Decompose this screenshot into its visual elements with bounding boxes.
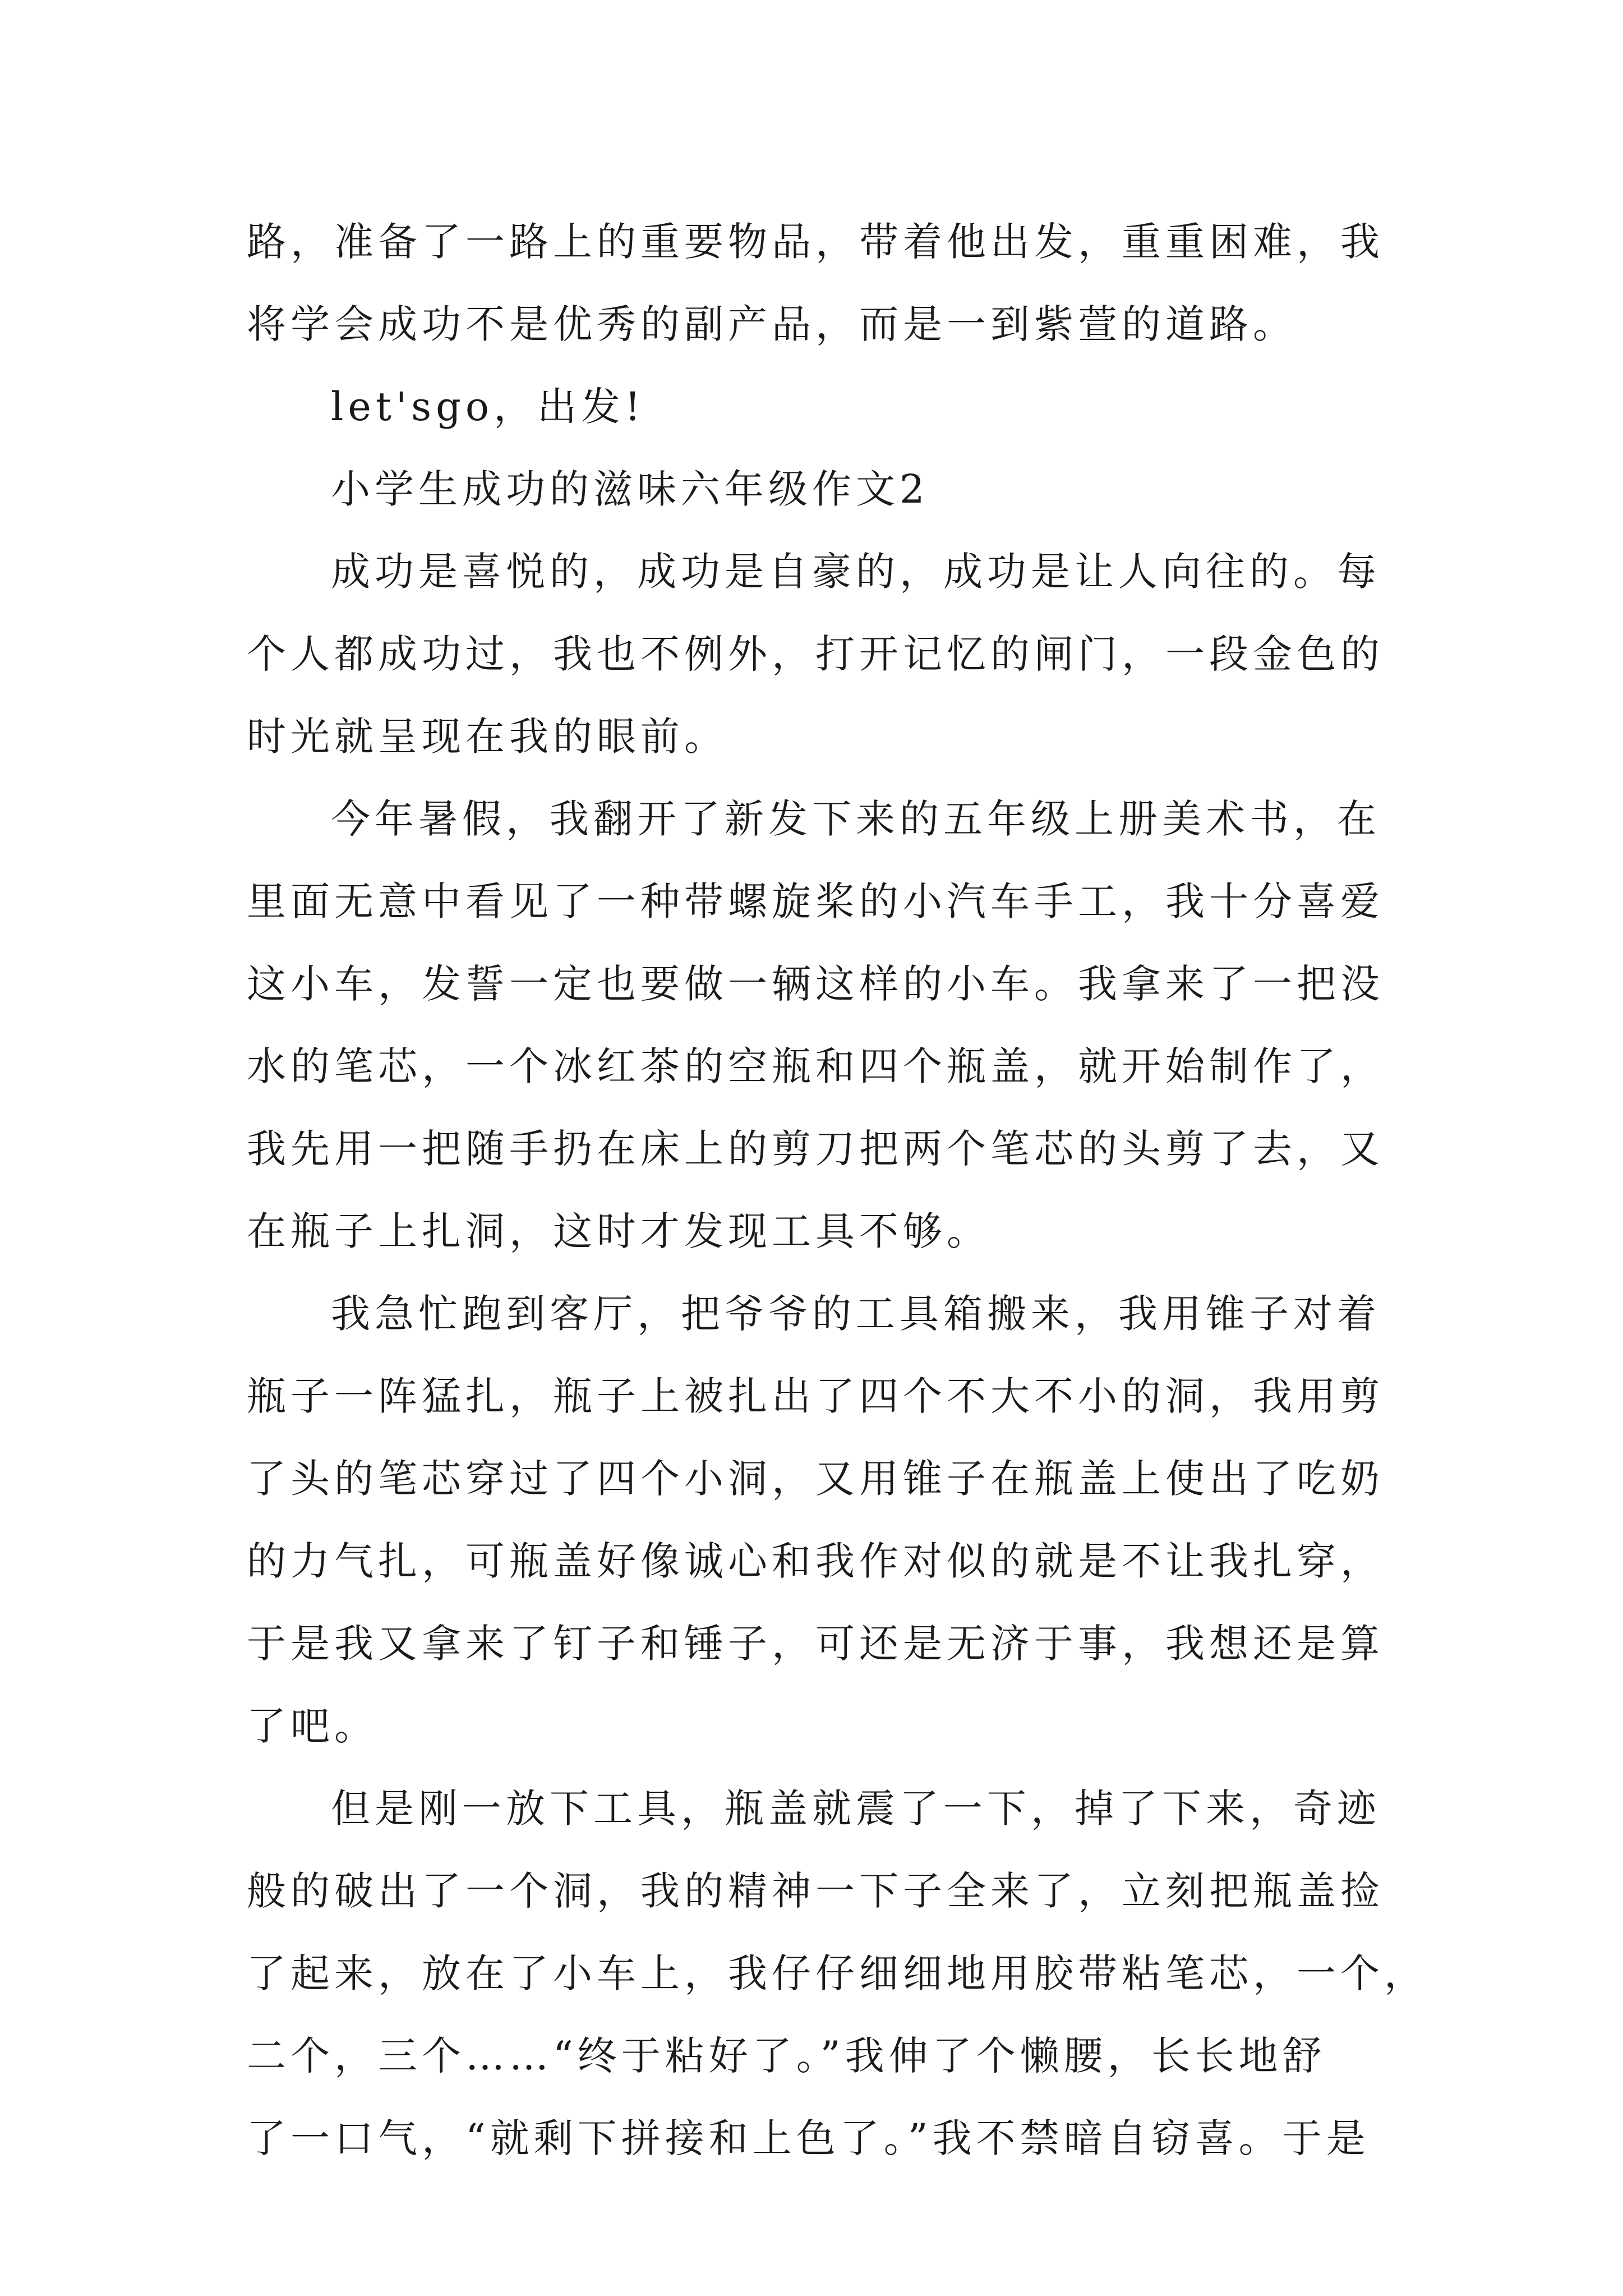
text-line: 二个，三个……“终于粘好了。”我伸了个懒腰，长长地舒 [247, 2033, 1326, 2079]
text-line: let'sgo，出发! [331, 384, 645, 430]
text-line: 时光就呈现在我的眼前。 [247, 714, 728, 760]
text-line: 里面无意中看见了一种带螺旋桨的小汽车手工，我十分喜爱 [247, 878, 1384, 924]
text-line: 水的笔芯，一个冰红茶的空瓶和四个瓶盖，就开始制作了， [247, 1043, 1384, 1089]
text-line: 般的破出了一个洞，我的精神一下子全来了，立刻把瓶盖捡 [247, 1868, 1384, 1914]
text-line: 但是刚一放下工具，瓶盖就震了一下，掉了下来，奇迹 [331, 1786, 1381, 1832]
text-line: 了起来，放在了小车上，我仔仔细细地用胶带粘笔芯，一个， [247, 1950, 1428, 1996]
text-line: 的力气扎，可瓶盖好像诚心和我作对似的就是不让我扎穿， [247, 1538, 1384, 1584]
text-line: 了头的笔芯穿过了四个小洞，又用锥子在瓶盖上使出了吃奶 [247, 1456, 1384, 1502]
text-line: 路，准备了一路上的重要物品，带着他出发，重重困难，我 [247, 219, 1384, 265]
text-line: 今年暑假，我翻开了新发下来的五年级上册美术书，在 [331, 796, 1381, 842]
text-line: 了吧。 [247, 1703, 378, 1749]
text-line: 我急忙跑到客厅，把爷爷的工具箱搬来，我用锥子对着 [331, 1291, 1381, 1337]
text-line: 我先用一把随手扔在床上的剪刀把两个笔芯的头剪了去，又 [247, 1126, 1384, 1172]
section-heading: 小学生成功的滋味六年级作文2 [331, 466, 929, 512]
text-line: 于是我又拿来了钉子和锤子，可还是无济于事，我想还是算 [247, 1621, 1384, 1667]
text-line: 个人都成功过，我也不例外，打开记忆的闸门，一段金色的 [247, 631, 1384, 677]
text-line: 了一口气，“就剩下拼接和上色了。”我不禁暗自窃喜。于是 [247, 2115, 1370, 2161]
text-line: 这小车，发誓一定也要做一辆这样的小车。我拿来了一把没 [247, 961, 1384, 1007]
text-line: 将学会成功不是优秀的副产品，而是一到紫萱的道路。 [247, 301, 1297, 347]
text-line: 瓶子一阵猛扎，瓶子上被扎出了四个不大不小的洞，我用剪 [247, 1373, 1384, 1419]
text-line: 在瓶子上扎洞，这时才发现工具不够。 [247, 1208, 990, 1254]
text-line: 成功是喜悦的，成功是自豪的，成功是让人向往的。每 [331, 549, 1381, 595]
document-body [247, 201, 1428, 2180]
